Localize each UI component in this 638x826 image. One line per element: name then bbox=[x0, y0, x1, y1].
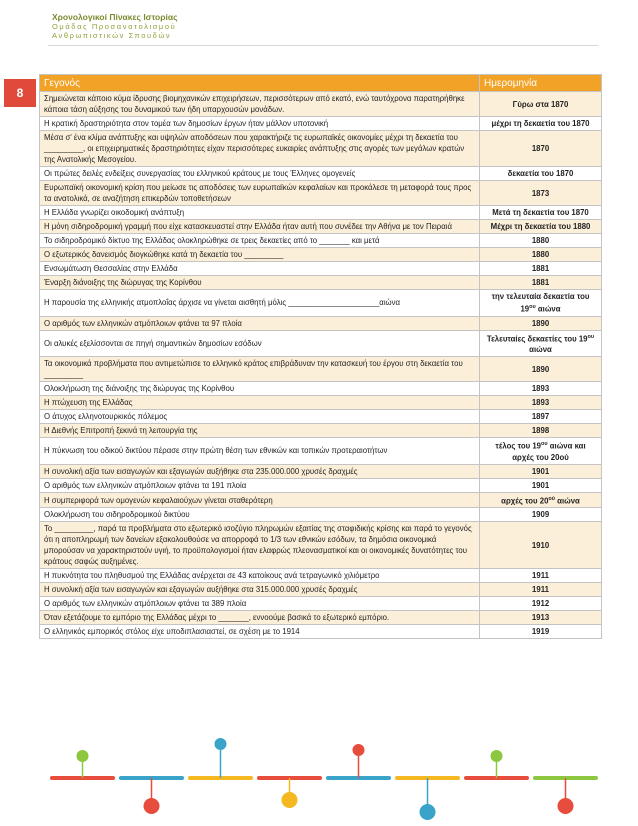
date-cell: 1901 bbox=[480, 478, 602, 492]
event-cell: Ολοκλήρωση του σιδηροδρομικού δικτύου bbox=[40, 508, 480, 522]
event-cell: Ο ελληνικός εμπορικός στόλος είχε υποδιπλασιαστεί, σε σχέση με το 1914 bbox=[40, 625, 480, 639]
date-cell: αρχές του $20^{oύ}$ αιώνα bbox=[480, 492, 602, 508]
event-cell: Ενσωμάτωση Θεσσαλίας στην Ελλάδα bbox=[40, 262, 480, 276]
date-cell: μέχρι τη δεκαετία του 1870 bbox=[480, 117, 602, 131]
event-cell: Σημειώνεται κάποιο κύμα ίδρυσης βιομηχανικών επιχειρήσεων, περισσότερων από εκατό, ενώ ταυτόχρονα παρατηρήθηκε κάποια τάση αύξησης του δυναμικού των ήδη υπαρχουσών μονάδων. bbox=[40, 92, 480, 117]
date-cell: 1893 bbox=[480, 396, 602, 410]
event-cell: Ο αριθμός των ελληνικών ατμόπλοιων φτάνει τα 97 πλοία bbox=[40, 316, 480, 330]
event-cell: Το _________, παρά τα προβλήματα στο εξωτερικό ισοζύγιο πληρωμών εξαιτίας της σταφιδικής κρίσης και παρά το γεγονός ότι η αποπληρωμή των δανείων εξακολουθούσε να απορροφά το 1/3 των εθνικών εσόδων, τα δημόσια οικονομικά μπορούσαν να χαρακτηριστούν υγιή, το προϋπολογισμοί ήταν ελαφρώς πλεονασματικοί και οι οικονομικές δυνατότητες του κράτους σαφώς αυξημένες. bbox=[40, 522, 480, 569]
document-subtitle-2: Ανθρωπιστικών Σπουδών bbox=[52, 31, 172, 40]
date-cell: την τελευταία δεκαετία του $19^{o\upsilon}$ αιώνα bbox=[480, 290, 602, 317]
timeline-pin-dot bbox=[215, 738, 227, 750]
timeline-pin-dot bbox=[282, 792, 298, 808]
event-cell: Η πτώχευση της Ελλάδας bbox=[40, 396, 480, 410]
event-cell: Ο αριθμός των ελληνικών ατμόπλοιων φτάνει τα 389 πλοία bbox=[40, 597, 480, 611]
page-number-badge: 8 bbox=[4, 79, 36, 107]
event-cell: Όταν εξετάζουμε το εμπόριο της Ελλάδας μέχρι το _______, εννοούμε βασικά το εξωτερικό εμπόριο. bbox=[40, 611, 480, 625]
date-cell: Τελευταίες δεκαετίες του $19^{o\upsilon}$ αιώνα bbox=[480, 330, 602, 357]
event-cell: Ολοκλήρωση της διάνοιξης της διώρυγας της Κορίνθου bbox=[40, 382, 480, 396]
date-cell: 1880 bbox=[480, 248, 602, 262]
date-cell: 1881 bbox=[480, 276, 602, 290]
timeline-pin-dot bbox=[353, 744, 365, 756]
date-cell: 1870 bbox=[480, 131, 602, 167]
document-subtitle-1: Ομάδας Προσανατολισμού bbox=[52, 22, 177, 31]
date-cell: Γύρω στα 1870 bbox=[480, 92, 602, 117]
event-cell: Το σιδηροδρομικό δίκτυο της Ελλάδας ολοκληρώθηκε σε τρεις δεκαετίες από το _______ και μετά bbox=[40, 234, 480, 248]
event-cell: Η συνολική αξία των εισαγωγών και εξαγωγών αυξήθηκε στα 315.000.000 χρυσές δραχμές bbox=[40, 583, 480, 597]
date-cell: δεκαετία του 1870 bbox=[480, 167, 602, 181]
event-cell: Ευρωπαϊκή οικονομική κρίση που μείωσε τις αποδόσεις των ευρωπαϊκών κεφαλαίων και προκάλεσε τη μεταφορά τους προς τα ανατολικά, σε αναζήτηση επικερδών τοποθετήσεων bbox=[40, 181, 480, 206]
timeline-pin-dot bbox=[77, 750, 89, 762]
date-cell: Μετά τη δεκαετία του 1870 bbox=[480, 206, 602, 220]
timeline-pin-dot bbox=[558, 798, 574, 814]
event-cell: Μέσα σ' ένα κλίμα ανάπτυξης και υψηλών αποδόσεων που χαρακτήριζε τις ευρωπαϊκές οικονομίες μέχρι τη δεκαετία του _________, οι επιχειρηματικές δραστηριότητες είχαν περισσότερες ευκαιρίες ανάπτυξης στις αγορές των μεγάλων κρατών της Ανατολικής Μεσογείου. bbox=[40, 131, 480, 167]
event-cell: Η Διεθνής Επιτροπή ξεκινά τη λειτουργία της bbox=[40, 424, 480, 438]
document-title: Χρονολογικοί Πίνακες Ιστορίας bbox=[52, 12, 178, 22]
date-cell: 1919 bbox=[480, 625, 602, 639]
date-cell: 1873 bbox=[480, 181, 602, 206]
date-cell: 1890 bbox=[480, 316, 602, 330]
date-cell: τέλος του $19^{o\upsilon}$ αιώνα και αρχές του 20ού bbox=[480, 438, 602, 465]
event-cell: Η συνολική αξία των εισαγωγών και εξαγωγών αυξήθηκε στα 235.000.000 χρυσές δραχμές bbox=[40, 464, 480, 478]
event-cell: Η πυκνότητα του πληθυσμού της Ελλάδας ανέρχεται σε 43 κατοίκους ανά τετραγωνικό χιλιόμετρο bbox=[40, 569, 480, 583]
event-cell: Τα οικονομικά προβλήματα που αντιμετώπισε το ελληνικό κράτος επιβράδυναν την κατασκευή του έργου στη δεκαετία του _________ bbox=[40, 357, 480, 382]
event-cell: Οι πρώτες δειλές ενδείξεις συνεργασίας του ελληνικού κράτους με τους Έλληνες ομογενείς bbox=[40, 167, 480, 181]
date-cell: 1893 bbox=[480, 382, 602, 396]
event-cell: Η συμπεριφορά των ομογενών κεφαλαιούχων γίνεται σταθερότερη bbox=[40, 492, 480, 508]
event-cell: Η Ελλάδα γνωρίζει οικοδομική ανάπτυξη bbox=[40, 206, 480, 220]
date-cell: 1890 bbox=[480, 357, 602, 382]
event-cell: Ο αριθμός των ελληνικών ατμόπλοιων φτάνει τα 191 πλοία bbox=[40, 478, 480, 492]
timeline-pin-dot bbox=[420, 804, 436, 820]
event-cell: Η πύκνωση του οδικού δικτύου πέρασε στην πρώτη θέση των εθνικών και τοπικών προτεραιοτήτων bbox=[40, 438, 480, 465]
date-cell: 1881 bbox=[480, 262, 602, 276]
date-cell: 1911 bbox=[480, 569, 602, 583]
date-cell: 1911 bbox=[480, 583, 602, 597]
date-cell: 1897 bbox=[480, 410, 602, 424]
date-cell: 1901 bbox=[480, 464, 602, 478]
date-cell: Μέχρι τη δεκαετία του 1880 bbox=[480, 220, 602, 234]
date-cell: 1912 bbox=[480, 597, 602, 611]
date-cell: 1898 bbox=[480, 424, 602, 438]
event-cell: Ο άτυχος ελληνοτουρκικός πόλεμος bbox=[40, 410, 480, 424]
event-column-header: Γεγονός bbox=[40, 75, 480, 92]
date-column-header: Ημερομηνία bbox=[480, 75, 602, 92]
timeline-pin-dot bbox=[491, 750, 503, 762]
event-cell: Η μόνη σιδηροδρομική γραμμή που είχε κατασκευαστεί στην Ελλάδα ήταν αυτή που συνέδεε την Αθήνα με τον Πειραιά bbox=[40, 220, 480, 234]
timeline-pin-dot bbox=[144, 798, 160, 814]
event-cell: Έναρξη διάνοιξης της διώρυγας της Κορίνθου bbox=[40, 276, 480, 290]
date-cell: 1880 bbox=[480, 234, 602, 248]
event-cell: Η κρατική δραστηριότητα στον τομέα των δημοσίων έργων ήταν μάλλον υποτονική bbox=[40, 117, 480, 131]
date-cell: 1910 bbox=[480, 522, 602, 569]
date-cell: 1909 bbox=[480, 508, 602, 522]
date-cell: 1913 bbox=[480, 611, 602, 625]
event-cell: Ο εξωτερικός δανεισμός διογκώθηκε κατά τη δεκαετία του _________ bbox=[40, 248, 480, 262]
event-cell: Οι αλυκές εξελίσσονται σε πηγή σημαντικών δημοσίων εσόδων bbox=[40, 330, 480, 357]
event-cell: Η παρουσία της ελληνικής ατμοπλοΐας άρχισε να γίνεται αισθητή μόλις _____________________αιώνα bbox=[40, 290, 480, 317]
